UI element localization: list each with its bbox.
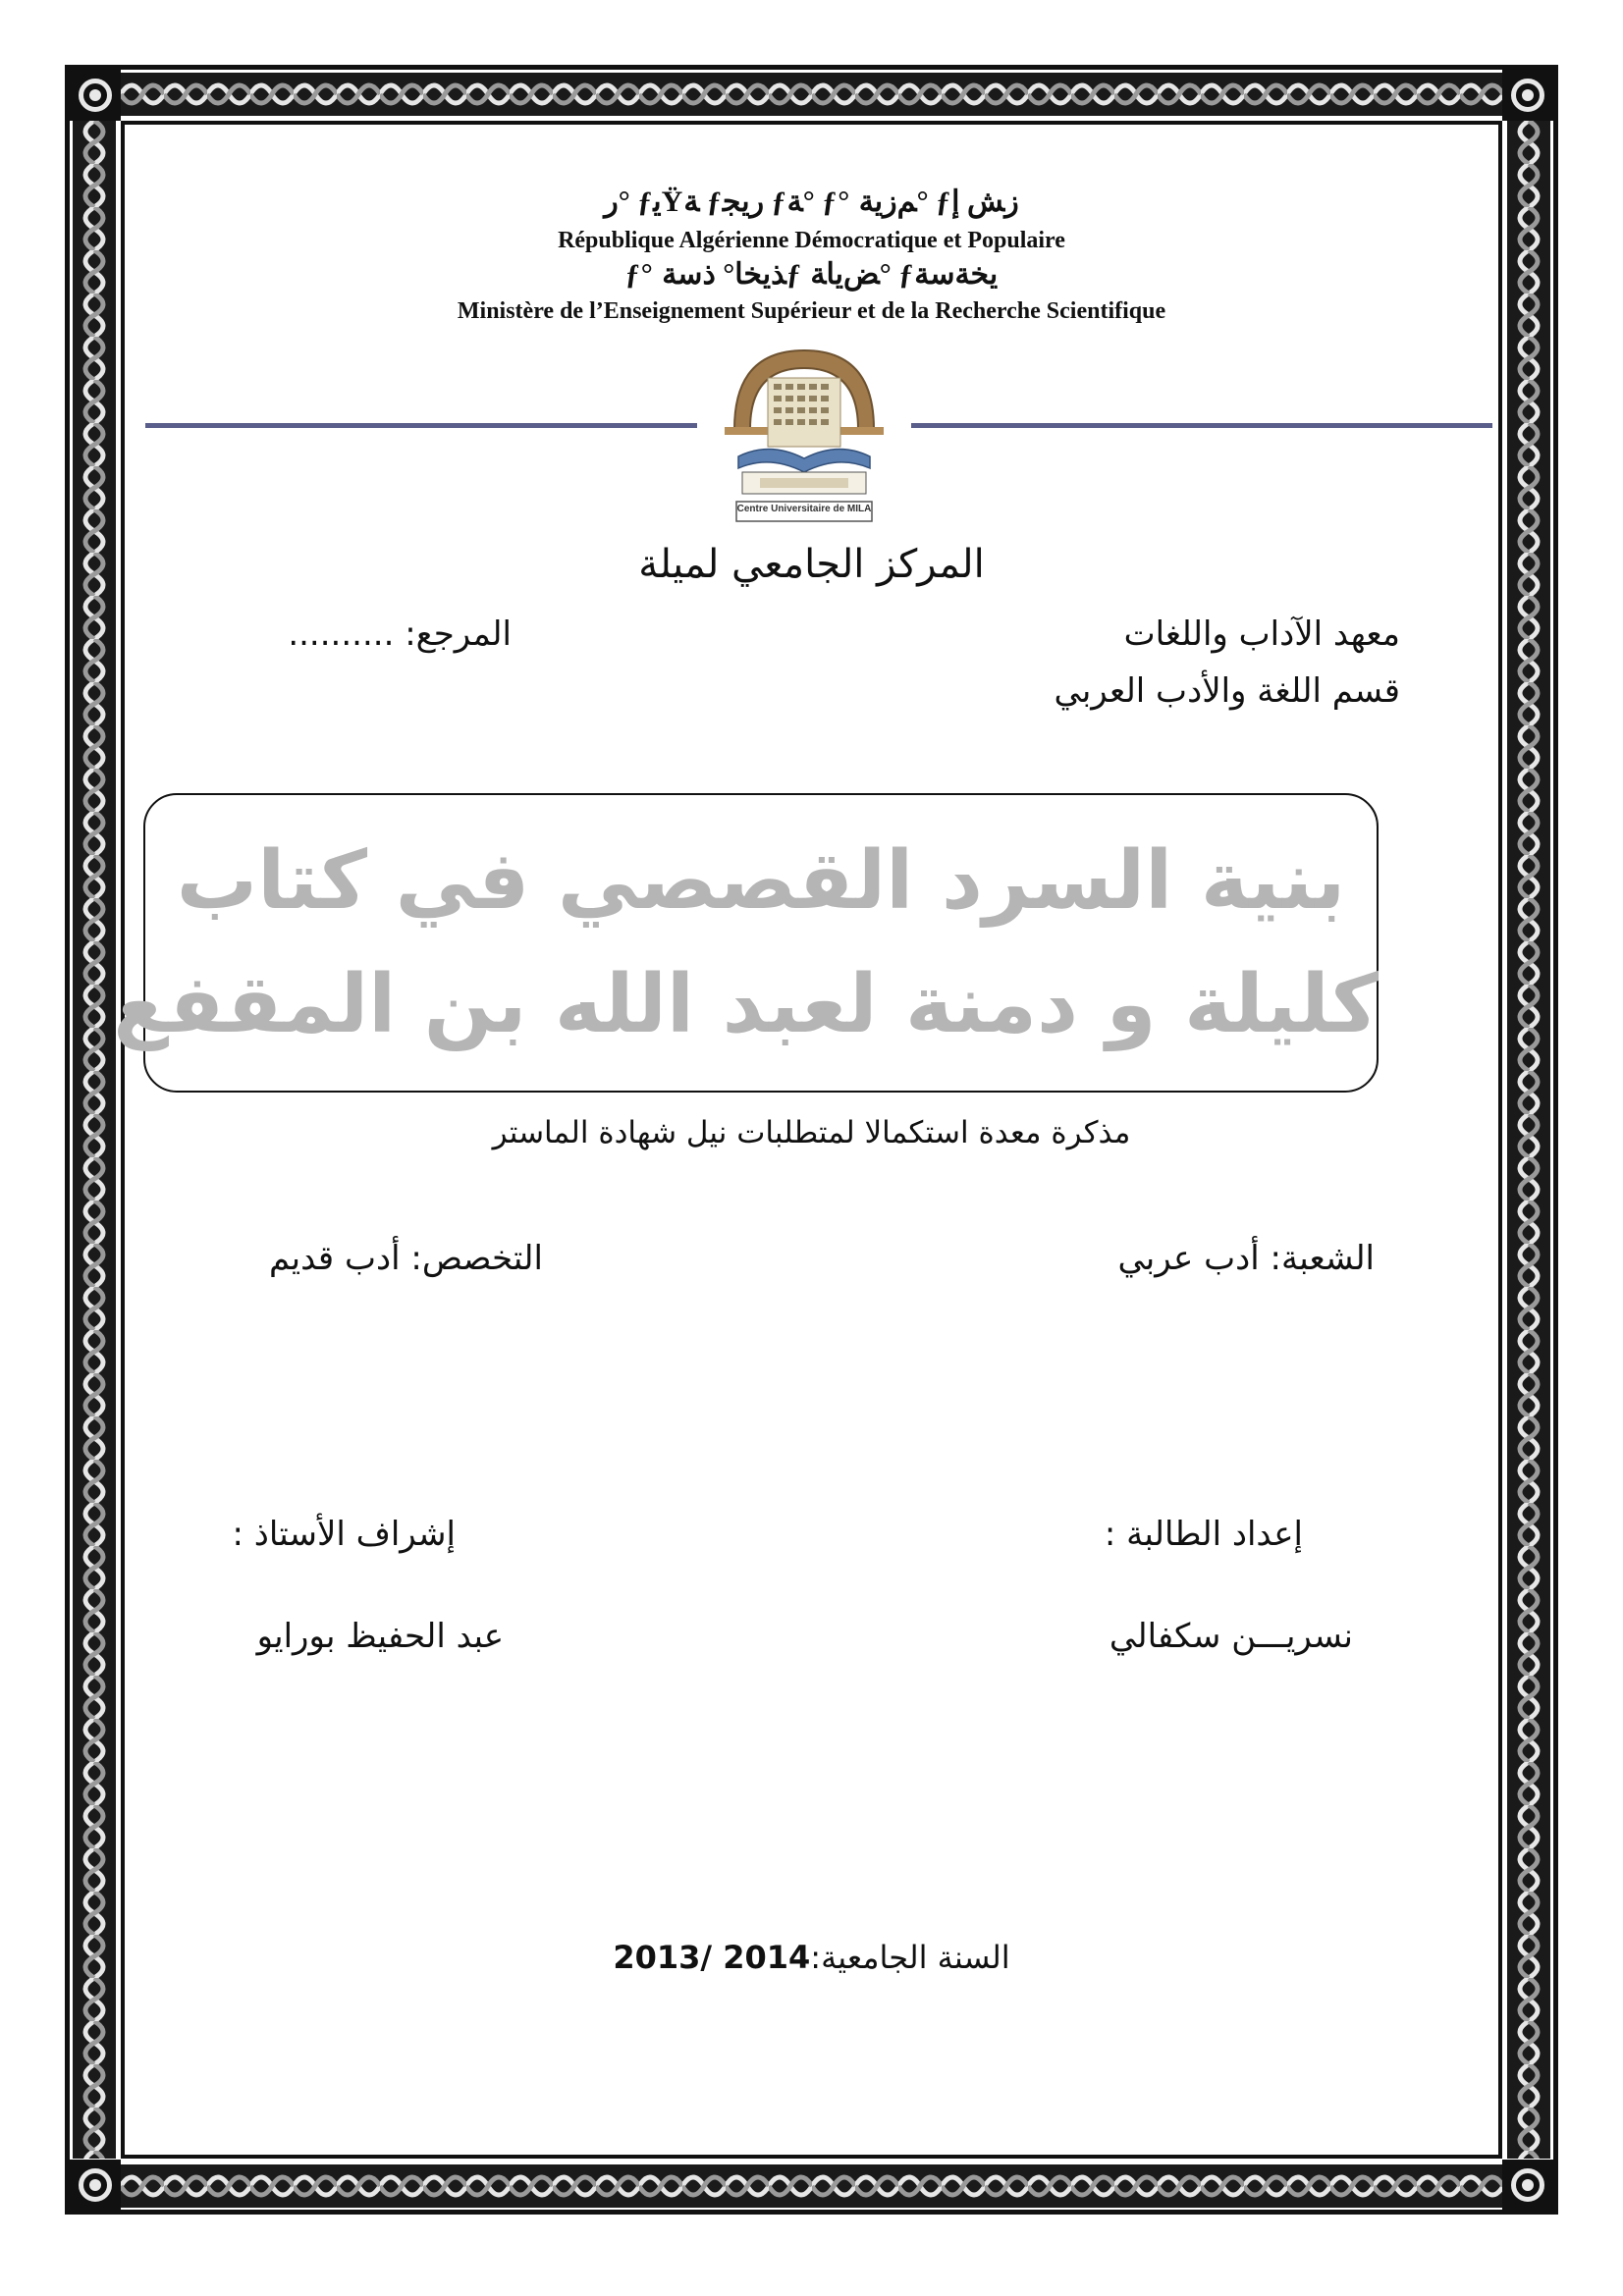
logo-caption: Centre Universitaire de MILA	[736, 504, 872, 514]
border-corner-bottom-right	[1502, 2160, 1553, 2211]
student-name: نسريـــن سكفالي	[1109, 1617, 1353, 1656]
academic-year	[0, 1939, 1623, 1976]
center-name: المركز الجامعي لميلة	[638, 542, 985, 587]
thesis-title-line-2: كليلة و دمنة لعبد الله بن المقفع	[113, 958, 1379, 1051]
academic-year-label: السنة الجامعية:	[810, 1939, 1010, 1976]
department-name: قسم اللغة والأدب العربي	[1054, 671, 1400, 711]
header-republic: République Algérienne Démocratique et Populaire	[558, 228, 1065, 253]
border-band-bottom	[121, 2164, 1502, 2208]
thesis-subtitle: مذكرة معدة استكمالا لمتطلبات نيل شهادة الماستر	[492, 1115, 1131, 1150]
specialty-label: التخصص: أدب قديم	[268, 1239, 543, 1278]
border-corner-top-left	[70, 70, 121, 121]
header-rule-left	[145, 423, 697, 428]
header-ministry: Ministère de l’Enseignement Supérieur et de la Recherche Scientifique	[457, 298, 1166, 324]
header-rule-right	[911, 423, 1492, 428]
university-logo	[721, 339, 888, 527]
header-garbled-line-2: ƒ° ﺬﻳﺨﺎ° ﺫﺳﺔƒ ﺾﻳﺎﺔ° ƒﻳﺨﺔﺳﺔ	[624, 258, 999, 291]
border-band-top	[121, 73, 1502, 116]
institute-name: معهد الآداب واللغات	[1123, 614, 1400, 654]
reference-number: المرجع: ..........	[288, 614, 512, 654]
student-label: إعداد الطالبة :	[1104, 1515, 1303, 1554]
border-corner-top-right	[1502, 70, 1553, 121]
branch-label: الشعبة: أدب عربي	[1117, 1239, 1375, 1278]
supervisor-name: عبد الحفيظ بورايو	[256, 1617, 504, 1656]
border-corner-bottom-left	[70, 2160, 121, 2211]
academic-year-value: 2013/ 2014	[613, 1939, 811, 1976]
header-garbled-line-1: ﺭ° ƒﻳŸﺔ ƒﺭﻳﺠ ƒﺔ° ƒ° ﻢﺯﻳﺔ° ƒﺯﺶ ﺇ	[604, 186, 1019, 218]
thesis-title-line-1: بنية السرد القصصي في كتاب	[176, 834, 1346, 928]
supervisor-label: إشراف الأستاذ :	[232, 1515, 456, 1554]
